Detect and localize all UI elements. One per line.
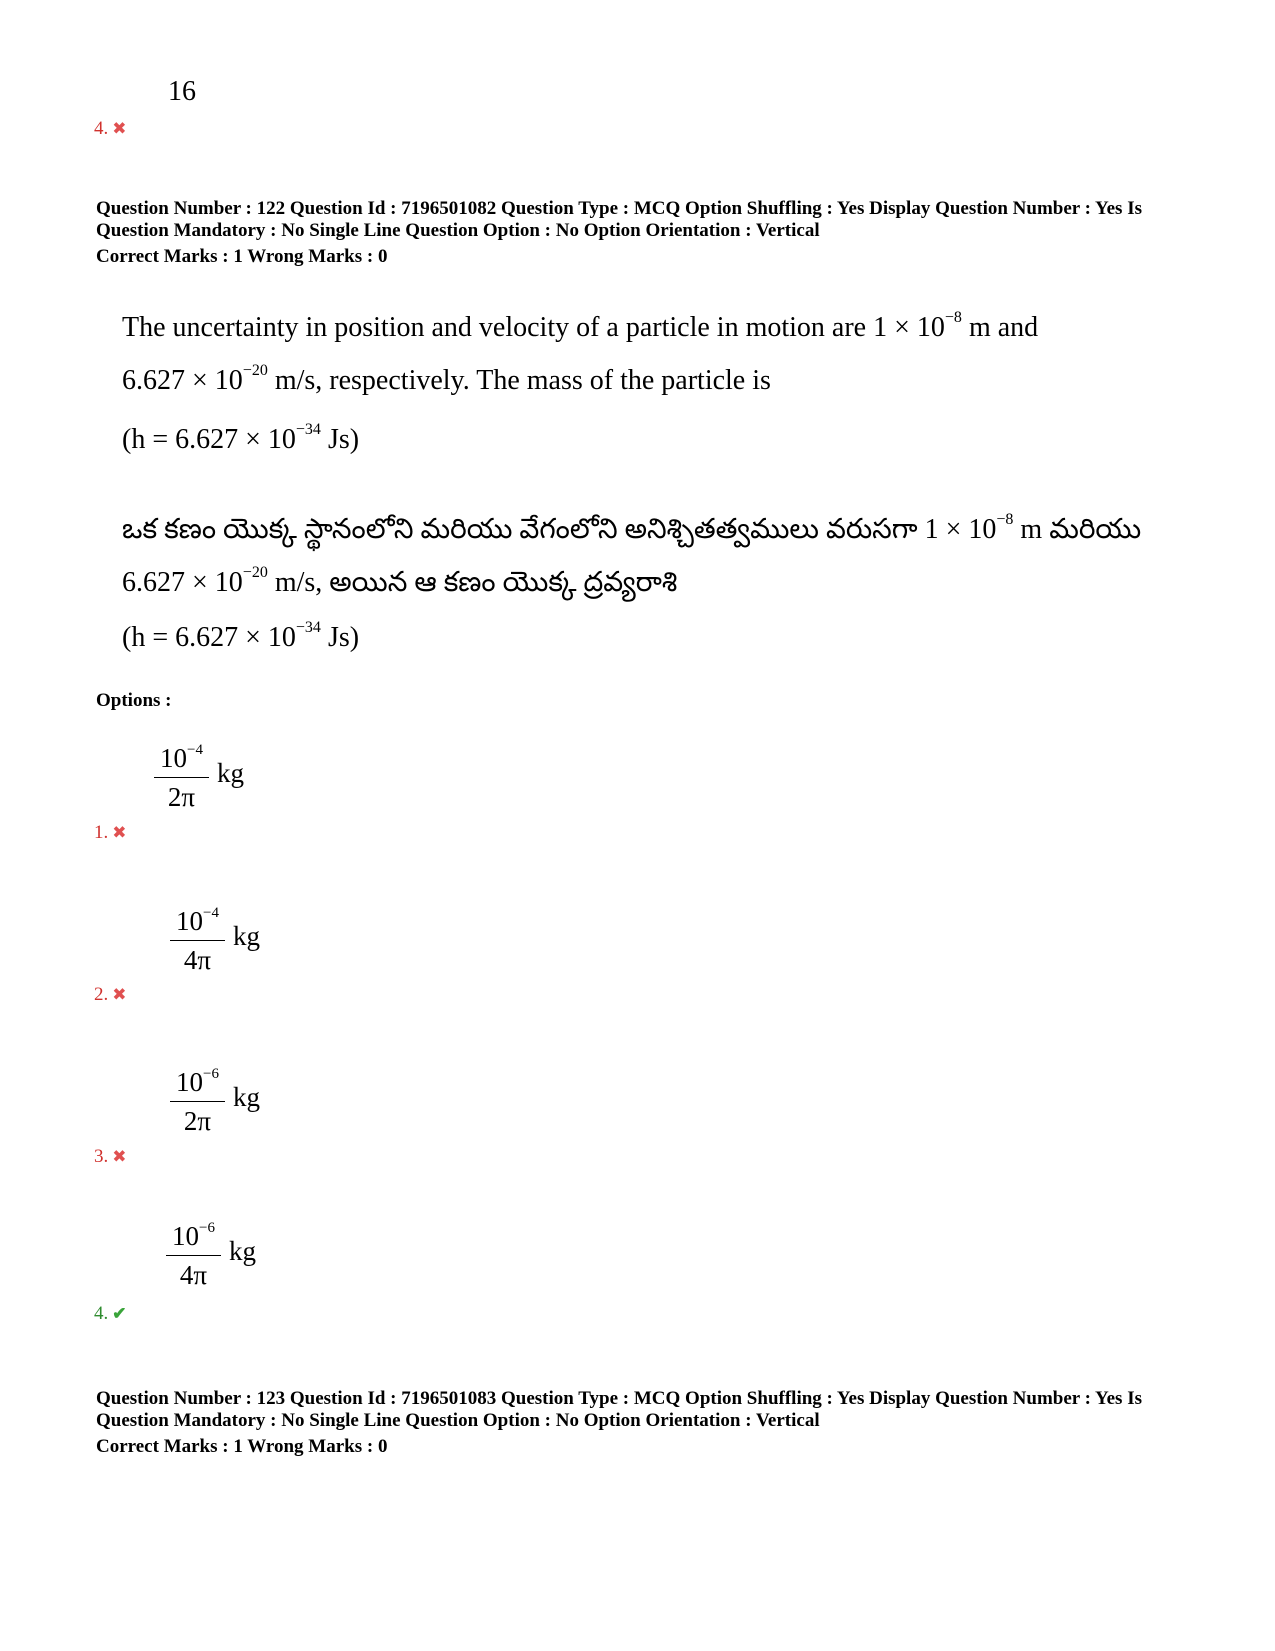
option-number: 3.: [94, 1146, 109, 1167]
meta-line-1: Question Number : 122 Question Id : 7196501082 Question Type : MCQ Option Shuffling : Yes Display Question Number : Yes Is: [96, 198, 1142, 219]
previous-option-4: [94, 118, 127, 140]
option-number: 1.: [94, 822, 109, 843]
option-number: 4.: [94, 118, 109, 139]
question-en-line-2: $6.627 \times 10^{-20}$ m/s, respectively. The mass of the particle is: [122, 361, 771, 396]
marks-line: Correct Marks : 1 Wrong Marks : 0: [96, 246, 388, 267]
marks-line: Correct Marks : 1 Wrong Marks : 0: [96, 1436, 388, 1457]
options-label: Options :: [96, 690, 172, 711]
option-3-formula: $\frac{10^{-6}}{2\pi}$ kg: [164, 1062, 260, 1136]
option-number: 2.: [94, 984, 109, 1005]
previous-option-value: 16: [168, 76, 196, 107]
question-en-line-3: ($h = 6.627 \times 10^{-34}$ Js): [122, 420, 360, 455]
option-4-formula: $\frac{10^{-6}}{4\pi}$ kg: [160, 1216, 256, 1290]
question-123-meta: [96, 1388, 1196, 1458]
question-te-line-1: ఒక కణం యొక్క స్థానంలోని మరియు వేగంలోని అనిశ్చితత్వములు వరుసగా $1 \times 10^{-8}$ m మరియు: [122, 510, 1142, 545]
option-number: 4.: [94, 1303, 109, 1324]
question-122-meta: [96, 198, 1196, 268]
wrong-mark-icon: ✖: [112, 119, 127, 138]
meta-line-2: Question Mandatory : No Single Line Question Option : No Option Orientation : Vertical: [96, 220, 820, 241]
option-1[interactable]: [94, 822, 127, 844]
wrong-mark-icon: ✖: [112, 1147, 127, 1166]
meta-line-2: Question Mandatory : No Single Line Question Option : No Option Orientation : Vertical: [96, 1410, 820, 1431]
wrong-mark-icon: ✖: [112, 985, 127, 1004]
wrong-mark-icon: ✖: [112, 823, 127, 842]
option-2[interactable]: [94, 984, 127, 1006]
option-4[interactable]: [94, 1303, 127, 1325]
option-1-formula: $\frac{10^{-4}}{2\pi}$ kg: [148, 738, 244, 812]
question-te-line-3: ($h = 6.627 \times 10^{-34}$ Js): [122, 618, 360, 653]
meta-line-1: Question Number : 123 Question Id : 7196501083 Question Type : MCQ Option Shuffling : Yes Display Question Number : Yes Is: [96, 1388, 1142, 1409]
question-en-line-1: The uncertainty in position and velocity of a particle in motion are $1 \times 10^{-8}$ m and: [122, 308, 1039, 343]
correct-check-icon: ✔: [112, 1304, 127, 1323]
option-2-formula: $\frac{10^{-4}}{4\pi}$ kg: [164, 901, 260, 975]
option-3[interactable]: [94, 1146, 127, 1168]
question-te-line-2: $6.627 \times 10^{-20}$ m/s, అయిన ఆ కణం యొక్క ద్రవ్యరాశి: [122, 563, 678, 598]
